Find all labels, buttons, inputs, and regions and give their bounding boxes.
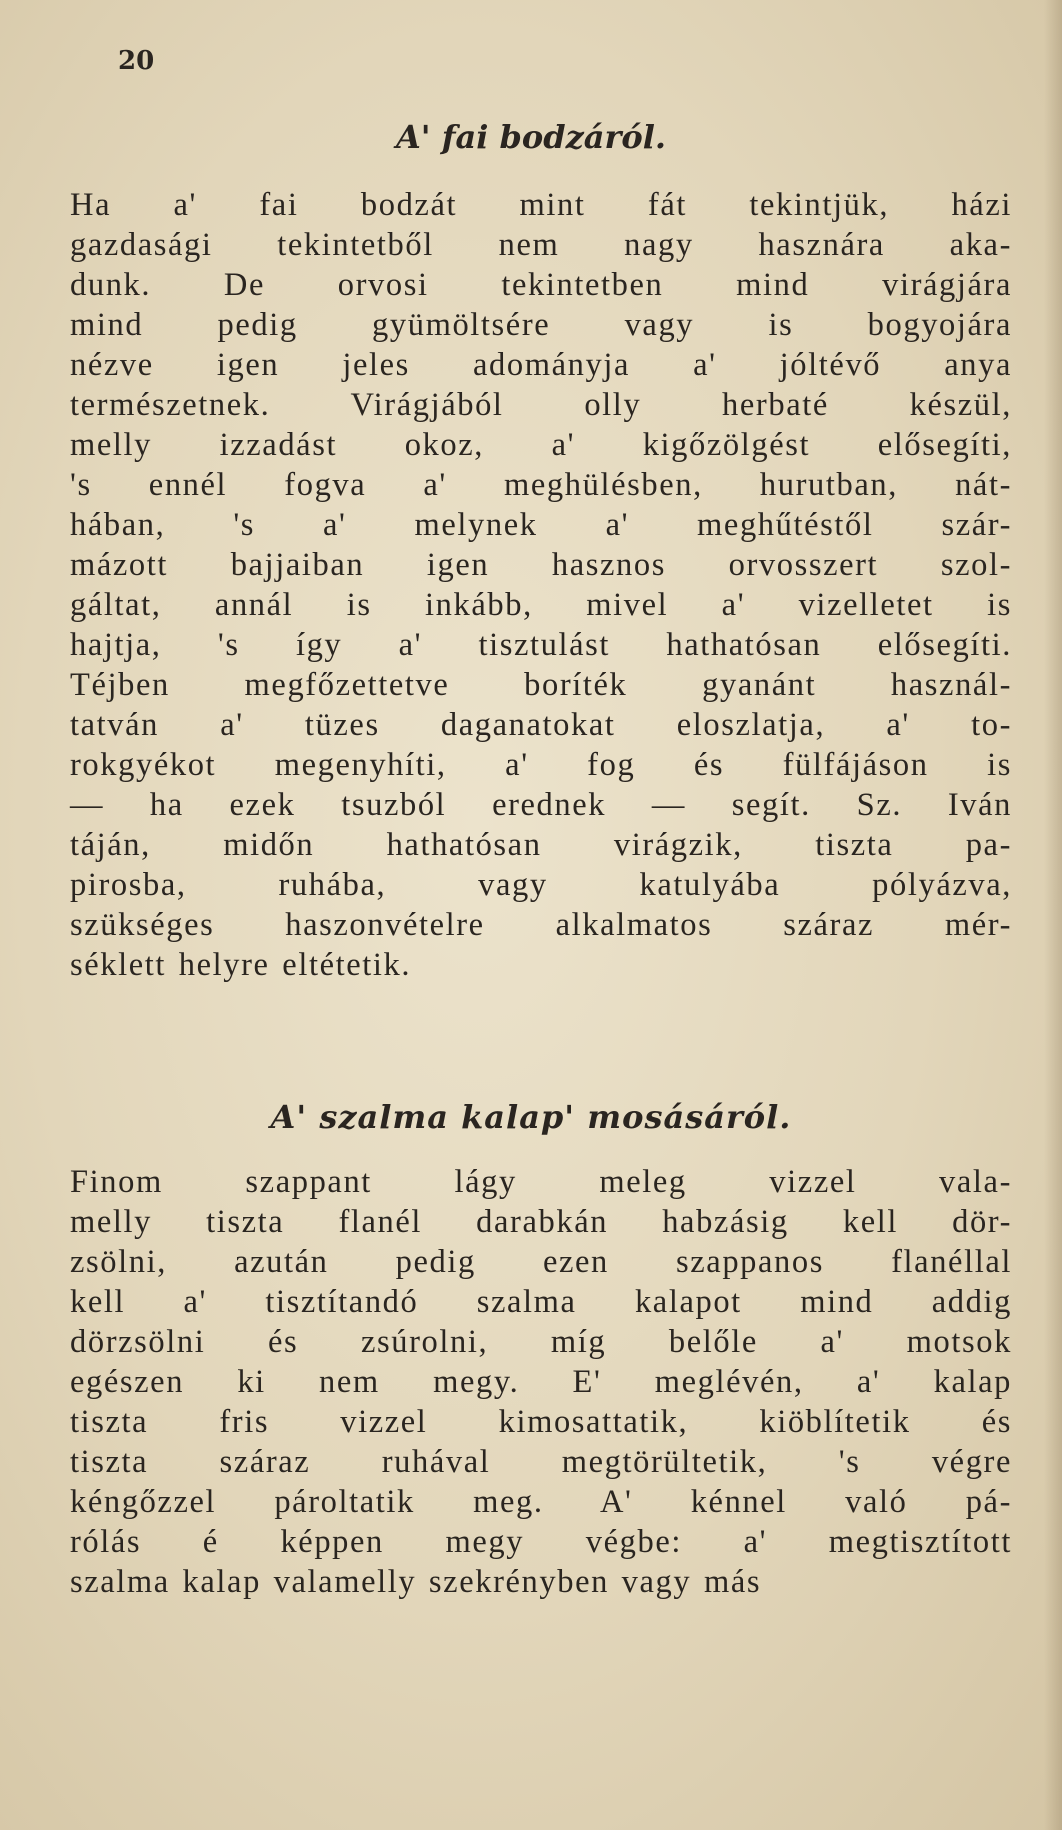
text-line: gazdasági tekintetből nem nagy hasznára aka-: [70, 227, 1012, 263]
text-line: Téjben megfőzettetve boríték gyanánt használ-: [70, 667, 1012, 703]
text-line: dörzsölni és zsúrolni, míg belőle a' motsok: [70, 1324, 1012, 1360]
text-line: tatván a' tüzes daganatokat eloszlatja, a' to-: [70, 707, 1012, 743]
text-line: kéngőzzel pároltatik meg. A' kénnel való pá-: [70, 1484, 1012, 1520]
text-line: dunk. De orvosi tekintetben mind virágjára: [70, 267, 1012, 303]
text-line: tiszta fris vizzel kimosattatik, kiöblítetik és: [70, 1404, 1012, 1440]
text-line: természetnek. Virágjából olly herbaté készül,: [70, 387, 1012, 423]
text-line: melly izzadást okoz, a' kigőzölgést elősegíti,: [70, 427, 1012, 463]
section-heading-straw-hat: A' szalma kalap' mosásáról.: [270, 1098, 792, 1136]
text-line: szalma kalap valamelly szekrényben vagy más: [70, 1564, 762, 1600]
text-line: gáltat, annál is inkább, mivel a' vizelletet is: [70, 587, 1012, 623]
text-line: nézve igen jeles adományja a' jóltévő anya: [70, 347, 1012, 383]
section-body-straw-hat: [70, 1162, 1012, 1602]
text-line: hában, 's a' melynek a' meghűtéstől szár-: [70, 507, 1012, 543]
page-edge-shadow: [1044, 0, 1062, 1830]
text-line: mázott bajjaiban igen hasznos orvosszert szol-: [70, 547, 1012, 583]
section-heading-elder: A' fai bodzáról.: [395, 118, 667, 156]
text-line: — ha ezek tsuzból erednek — segít. Sz. Iván: [70, 787, 1012, 823]
section-body-elder: [70, 185, 1012, 985]
text-line: egészen ki nem megy. E' meglévén, a' kalap: [70, 1364, 1012, 1400]
text-line: rokgyékot megenyhíti, a' fog és fülfájáson is: [70, 747, 1012, 783]
text-line: szükséges haszonvételre alkalmatos száraz mér-: [70, 907, 1012, 943]
page-number: 20: [118, 46, 155, 76]
text-line: zsölni, azután pedig ezen szappanos flanéllal: [70, 1244, 1012, 1280]
text-line: séklett helyre eltétetik.: [70, 947, 412, 983]
text-line: hajtja, 's így a' tisztulást hathatósan elősegíti.: [70, 627, 1012, 663]
text-line: kell a' tisztítandó szalma kalapot mind addig: [70, 1284, 1012, 1320]
text-line: rólás é képpen megy végbe: a' megtisztított: [70, 1524, 1012, 1560]
text-line: mind pedig gyümöltsére vagy is bogyojára: [70, 307, 1012, 343]
text-line: Finom szappant lágy meleg vizzel vala-: [70, 1164, 1012, 1200]
text-line: pirosba, ruhába, vagy katulyába pólyázva,: [70, 867, 1012, 903]
text-line: melly tiszta flanél darabkán habzásig kell dör-: [70, 1204, 1012, 1240]
text-line: 's ennél fogva a' meghülésben, hurutban, nát-: [70, 467, 1012, 503]
text-line: táján, midőn hathatósan virágzik, tiszta pa-: [70, 827, 1012, 863]
text-line: tiszta száraz ruhával megtörültetik, 's végre: [70, 1444, 1012, 1480]
text-line: Ha a' fai bodzát mint fát tekintjük, házi: [70, 187, 1012, 223]
